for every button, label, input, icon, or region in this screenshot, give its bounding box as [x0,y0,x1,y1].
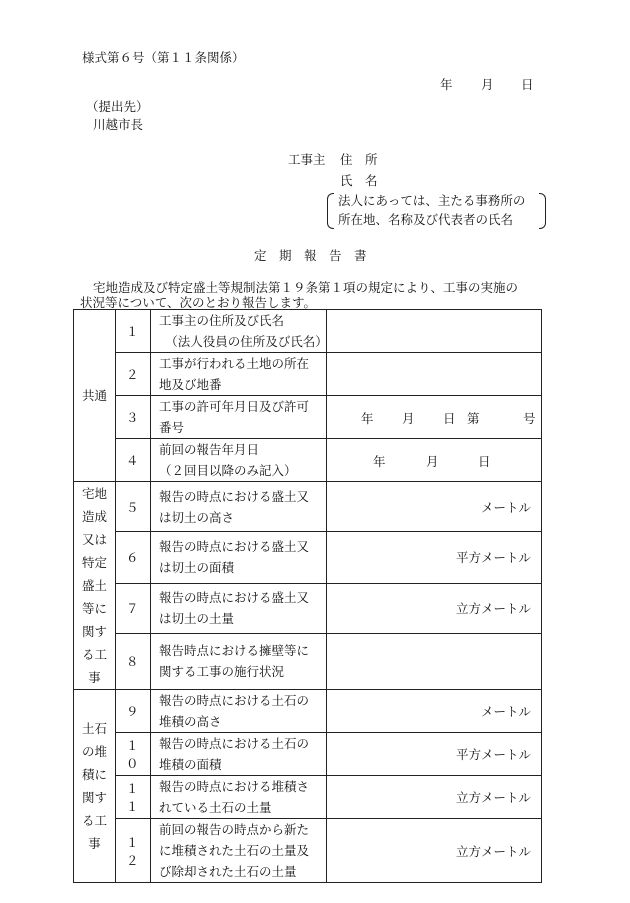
desc-line: に堆積された土石の土量及 [159,843,310,858]
table-row [74,733,542,776]
row-value[interactable]: 平方メートル [327,532,542,583]
row-value[interactable]: 立方メートル [327,583,542,633]
form-number: 様式第６号（第１１条関係） [82,50,245,65]
table-row [74,583,542,633]
desc-line: は切土の面積 [159,560,235,576]
row-number: ６ [116,532,151,583]
desc-line: 番号 [159,420,185,435]
desc-line: び除却された土石の土量 [159,864,297,879]
group-doseki-line: の堆 [81,744,107,759]
table-row [74,532,542,583]
row-number: ３ [116,396,151,439]
applicant-note-line1: 法人にあっては、主たる事務所の [338,193,526,208]
desc-line: れている土石の土量 [159,800,272,815]
desc-line: 前回の報告の時点から新た [159,822,310,837]
row-description [151,439,327,482]
desc-line: 報告時点における擁壁等に [159,643,310,659]
desc-line: 関する工事の施行状況 [159,664,285,680]
group-takuchi-line: 特定 [81,555,107,570]
group-common-label: 共通 [81,388,107,403]
group-takuchi [74,482,116,690]
desc-line: 堆積の高さ [159,714,222,729]
bracket-right [539,193,546,229]
desc-line: 工事が行われる土地の所在 [159,356,310,371]
group-doseki-line: る工 [81,813,107,828]
table-row [74,776,542,819]
desc-line: 報告の時点における堆積さ [159,779,310,794]
desc-line: 堆積の面積 [159,757,222,772]
row-number: ８ [116,633,151,689]
table-row [74,310,542,353]
row-number: １１ [116,776,151,819]
bracket-left [327,193,334,229]
row-value-prev-date[interactable] [327,439,542,482]
desc-line: 報告の時点における盛土又 [159,539,310,555]
desc-line: は切土の土量 [159,611,235,627]
permit-dai: 第 [467,411,480,426]
row-description [151,776,327,819]
row-description [151,583,327,633]
row-number: １ [116,310,151,353]
recipient-label: （提出先） [86,99,149,114]
prev-year: 年 [373,454,386,469]
desc-line: 地及び地番 [159,377,222,392]
row-description [151,353,327,396]
table-row [74,633,542,689]
group-doseki [74,690,116,883]
permit-go: 号 [523,411,536,426]
row-number: ９ [116,690,151,733]
applicant-note-line2: 所在地、名称及び代表者の氏名 [338,212,514,227]
group-doseki-line: 事 [88,836,101,851]
desc-line: 報告の時点における土石の [159,693,310,708]
row-value[interactable] [327,633,542,689]
group-takuchi-line: 造成 [81,509,107,524]
permit-year: 年 [361,411,374,426]
group-takuchi-line: 事 [88,670,101,685]
desc-line: 工事主の住所及び氏名 [159,313,285,328]
row-description [151,532,327,583]
permit-day: 日 [443,411,456,426]
group-takuchi-line: 又は [81,532,107,547]
group-takuchi-line: る工 [81,647,107,662]
group-takuchi-line: 盛土 [81,578,107,593]
row-number: １０ [116,733,151,776]
permit-month: 月 [402,411,415,426]
date-month: 月 [481,77,494,92]
table-row [74,353,542,396]
row-description [151,633,327,689]
address-label: 住 所 [340,152,378,167]
group-common [74,310,116,482]
table-row [74,819,542,883]
prev-day: 日 [478,454,491,469]
row-number: ４ [116,439,151,482]
row-number: ７ [116,583,151,633]
row-value[interactable]: 立方メートル [327,776,542,819]
row-value[interactable] [327,310,542,353]
row-number: １２ [116,819,151,883]
row-number: ５ [116,482,151,532]
group-doseki-line: 積に [81,767,107,782]
row-value[interactable]: メートル [327,690,542,733]
table-row [74,690,542,733]
desc-line: （法人役員の住所及び氏名） [159,334,328,349]
group-takuchi-line: 等に [81,601,107,616]
desc-line: （２回目以降のみ記入） [159,463,297,478]
applicant-role: 工事主 [288,152,326,167]
desc-line: 報告の時点における土石の [159,736,310,751]
table-row [74,439,542,482]
date-day: 日 [521,77,534,92]
desc-line: 報告の時点における盛土又 [159,590,310,606]
desc-line: 工事の許可年月日及び許可 [159,399,310,414]
desc-line: は切土の高さ [159,509,235,525]
name-label: 氏 名 [340,173,378,188]
desc-line: 前回の報告年月日 [159,442,260,457]
date-year: 年 [440,77,453,92]
row-value[interactable]: 立方メートル [327,819,542,883]
document-title: 定 期 報 告 書 [254,248,367,263]
row-value-permit[interactable] [327,396,542,439]
row-number: ２ [116,353,151,396]
desc-line: 報告の時点における盛土又 [159,488,310,504]
group-takuchi-line: 関す [81,624,107,639]
row-description [151,733,327,776]
intro-line2: 状況等について、次のとおり報告します。 [80,295,317,310]
table-row [74,482,542,532]
row-description [151,482,327,532]
row-description [151,310,327,353]
group-doseki-line: 土石 [81,721,107,736]
row-description [151,690,327,733]
row-description [151,396,327,439]
recipient-name: 川越市長 [93,117,144,132]
row-value[interactable]: 平方メートル [327,733,542,776]
table-row [74,396,542,439]
group-takuchi-line: 宅地 [81,486,107,501]
row-description [151,819,327,883]
prev-month: 月 [426,454,439,469]
intro-line1: 宅地造成及び特定盛土等規制法第１９条第１項の規定により、工事の実施の [93,280,519,295]
group-doseki-line: 関す [81,790,107,805]
row-value[interactable]: メートル [327,482,542,532]
row-value[interactable] [327,353,542,396]
report-table [73,309,542,883]
